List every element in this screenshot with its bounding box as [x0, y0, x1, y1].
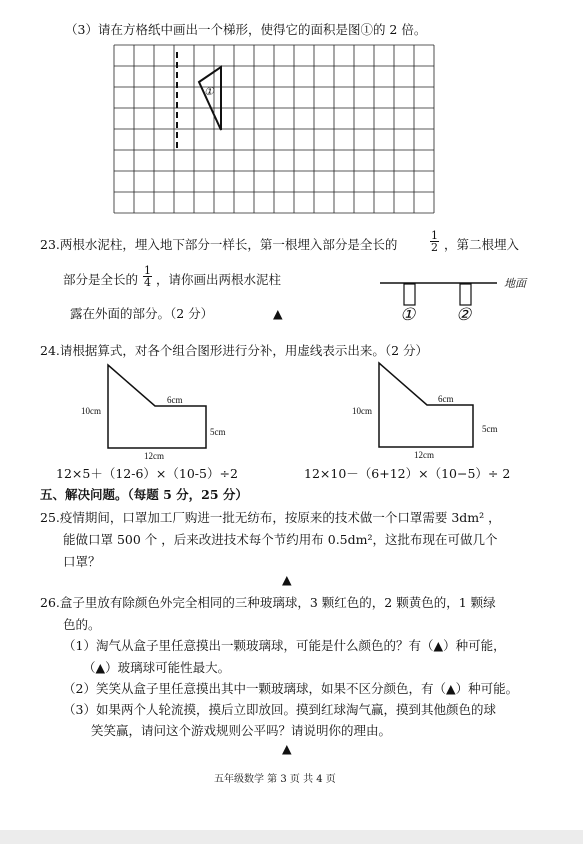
fig2-label-6cm: 6cm: [438, 394, 454, 404]
q25-line2: 能做口罩 500 个 ，后来改进技术每个节约用布 0.5dm²，这批布现在可做几个: [63, 532, 498, 547]
frac2-denominator: 4: [144, 276, 151, 289]
q26-part1-line1: （1）淘气从盒子里任意摸出一颗玻璃球，可能是什么颜色的？有（▲）种可能，: [63, 638, 506, 653]
fig1-label-6cm: 6cm: [167, 395, 183, 405]
q26-part2: （2）笑笑从盒子里任意摸出其中一颗玻璃球，如果不区分颜色，有（▲）种可能。: [63, 681, 519, 696]
post-2: [460, 284, 471, 305]
bottom-bar: [0, 830, 583, 844]
q24-formula-1: 12×5＋（12-6）×（10-5）÷2: [56, 466, 238, 481]
frac1-denominator: 2: [431, 241, 438, 254]
q23-answer-mark: ▲: [273, 306, 283, 321]
posts-diagram: [0, 275, 583, 335]
q26-part3-line2: 笑笑赢，请问这个游戏规则公平吗？请说明你的理由。: [91, 723, 392, 738]
q25-line1: 25.疫情期间，口罩加工厂购进一批无纺布，按原来的技术做一个口罩需要 3dm² ，: [40, 510, 501, 525]
q26-line2: 色的。: [63, 617, 101, 632]
q23-line1a: 23.两根水泥柱，埋入地下部分一样长，第一根埋入部分是全长的: [40, 237, 398, 252]
q23-line1b: ，第二根埋入: [444, 237, 520, 252]
fig1-label-5cm: 5cm: [210, 427, 226, 437]
post-1-label: ①: [400, 305, 416, 325]
q25-answer-mark: ▲: [282, 572, 292, 587]
frac1-numerator: 1: [431, 229, 438, 242]
q26-answer-mark: ▲: [282, 741, 292, 756]
q23-line2a: 部分是全长的: [63, 272, 139, 287]
q26-line1: 26.盒子里放有除颜色外完全相同的三种玻璃球，3 颗红色的，2 颗黄色的，1 颗绿: [40, 595, 496, 610]
q23-line3: 露在外面的部分。（2 分）: [70, 306, 214, 321]
grid-lines: [114, 45, 434, 213]
fig1-label-12cm: 12cm: [144, 451, 164, 461]
fig1-label-10cm: 10cm: [81, 406, 101, 416]
page-footer: 五年级数学 第 3 页 共 4 页: [214, 774, 336, 785]
frac2-numerator: 1: [144, 264, 151, 277]
figure-1-label: ①: [204, 85, 214, 98]
q24-formula-2: 12×10－（6+12）×（10−5）÷ 2: [304, 466, 511, 481]
q26-part3-line1: （3）如果两个人轮流摸，摸后立即放回。摸到红球淘气赢，摸到其他颜色的球: [63, 702, 496, 717]
post-2-label: ②: [456, 305, 472, 325]
q24-text: 24.请根据算式，对各个组合图形进行分补，用虚线表示出来。（2 分）: [40, 343, 429, 358]
q25-line3: 口罩？: [63, 554, 101, 569]
q23-line2b: ，请你画出两根水泥柱: [156, 272, 282, 287]
q23-fraction-half: [430, 230, 439, 253]
post-1: [404, 284, 415, 305]
fig2-label-12cm: 12cm: [414, 450, 434, 460]
fig2-label-10cm: 10cm: [352, 406, 372, 416]
ground-label: 地面: [504, 277, 526, 290]
fig2-label-5cm: 5cm: [482, 424, 498, 434]
section5-title: 五、解决问题。（每题 5 分，25 分）: [40, 487, 248, 502]
q22-part3-text: （3）请在方格纸中画出一个梯形，使得它的面积是图①的 2 倍。: [65, 22, 427, 37]
grid-paper: [0, 0, 583, 230]
q26-part1-line2: （▲）玻璃球可能性最大。: [83, 660, 231, 675]
